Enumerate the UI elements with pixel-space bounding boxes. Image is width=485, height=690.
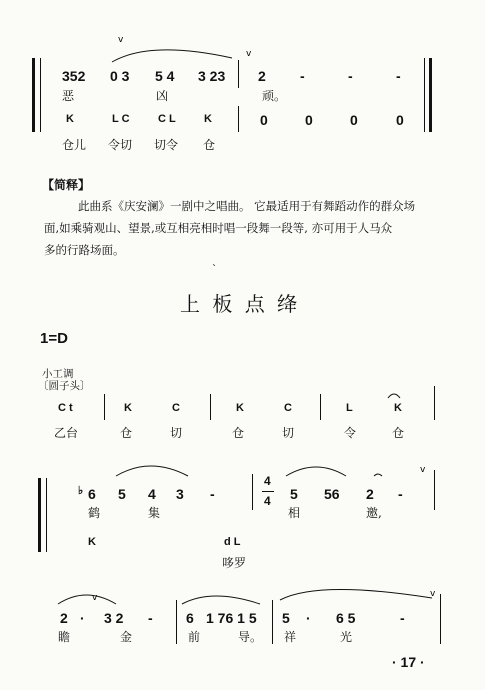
perc-symbol: C L	[158, 113, 176, 125]
perc-word: 令	[344, 426, 357, 440]
annotation-heading: 【简释】	[42, 178, 91, 192]
note: 5	[118, 486, 126, 502]
perc-word: 切令	[154, 138, 179, 152]
perc-symbol: C t	[58, 402, 73, 414]
lyric: 鹤	[88, 506, 101, 520]
song-title: 上 板 点 绛	[180, 292, 301, 316]
dash: -	[210, 486, 215, 502]
dash: -	[398, 486, 403, 502]
rest: 0	[350, 112, 358, 128]
lyric: 金	[120, 630, 133, 644]
tune-type: 小工调	[42, 368, 74, 380]
note: 56	[324, 486, 340, 502]
perc-word: 哆罗	[222, 556, 247, 570]
perc-symbol: C	[172, 402, 180, 414]
note: 0 3	[110, 68, 130, 84]
perc-word: 仓	[232, 426, 245, 440]
annotation-line: 此曲系《庆安澜》一剧中之唱曲。 它最适用于有舞蹈动作的群众场	[78, 199, 416, 213]
svg-text:ˋ: ˋ	[212, 264, 217, 275]
svg-text:v: v	[420, 465, 426, 475]
lyric: 祥	[284, 630, 297, 644]
svg-text:v: v	[92, 593, 98, 603]
note: 6	[88, 486, 96, 502]
svg-text:v: v	[430, 589, 436, 599]
perc-word: 令切	[108, 138, 133, 152]
perc-word: 仓	[203, 138, 216, 152]
dot: ·	[80, 610, 85, 626]
perc-symbol: K	[204, 113, 212, 125]
note: 6 5	[336, 610, 356, 626]
perc-symbol: K	[88, 536, 96, 548]
perc-word: 切	[282, 426, 295, 440]
note: 3 23	[198, 68, 226, 84]
note: 5	[290, 486, 298, 502]
perc-word: 仓	[392, 426, 405, 440]
lyric: 凶	[156, 89, 169, 103]
note: 2	[366, 486, 374, 502]
perc-symbol: L C	[112, 113, 130, 125]
note: 3 2	[104, 610, 124, 626]
perc-word: 乙台	[54, 426, 79, 440]
page-number: · 17 ·	[392, 654, 425, 670]
perc-symbol: K	[394, 402, 402, 414]
dot: ·	[306, 610, 311, 626]
dash: -	[148, 610, 153, 626]
time-signature-top: 4	[264, 474, 271, 488]
note: 6	[186, 610, 194, 626]
svg-text:v: v	[118, 35, 124, 45]
note: 5 4	[155, 68, 175, 84]
lyric: 恶	[62, 89, 75, 103]
perc-symbol: K	[66, 113, 74, 125]
flat-sign: ♭	[78, 485, 84, 497]
annotation-line: 面,如乘骑观山、望景,或互相亮相时唱一段舞一段等, 亦可用于人马众	[44, 221, 393, 235]
perc-symbol: C	[284, 402, 292, 414]
note: 352	[62, 68, 86, 84]
rest: 0	[305, 112, 313, 128]
note: 1 76 1 5	[206, 610, 257, 626]
lyric: 导。	[238, 630, 263, 644]
dash: -	[300, 68, 305, 84]
lyric: 集	[148, 506, 161, 520]
note: 2	[60, 610, 68, 626]
tune-subtype: 〔圆子头〕	[38, 380, 91, 392]
note: 5	[282, 610, 290, 626]
note: 2	[258, 68, 266, 84]
rest: 0	[396, 112, 404, 128]
time-signature-bottom: 4	[264, 494, 271, 508]
dash: -	[348, 68, 353, 84]
perc-word: 切	[170, 426, 183, 440]
annotation-line: 多的行路场面。	[44, 243, 125, 257]
dash: -	[400, 610, 405, 626]
perc-word: 仓	[120, 426, 133, 440]
lyric: 前	[188, 630, 201, 644]
note: 3	[176, 486, 184, 502]
perc-symbol: K	[124, 402, 132, 414]
rest: 0	[260, 112, 268, 128]
perc-symbol: d L	[224, 536, 241, 548]
lyric: 邀,	[366, 506, 382, 520]
perc-word: 仓儿	[62, 138, 87, 152]
lyric: 相	[288, 506, 301, 520]
dash: -	[396, 68, 401, 84]
svg-text:v: v	[246, 49, 252, 59]
lyric: 顽。	[262, 89, 287, 103]
lyric: 瞻	[58, 630, 71, 644]
lyric: 光	[340, 630, 353, 644]
key-signature: 1=D	[40, 330, 68, 347]
note: 4	[148, 486, 156, 502]
perc-symbol: L	[346, 402, 353, 414]
perc-symbol: K	[236, 402, 244, 414]
